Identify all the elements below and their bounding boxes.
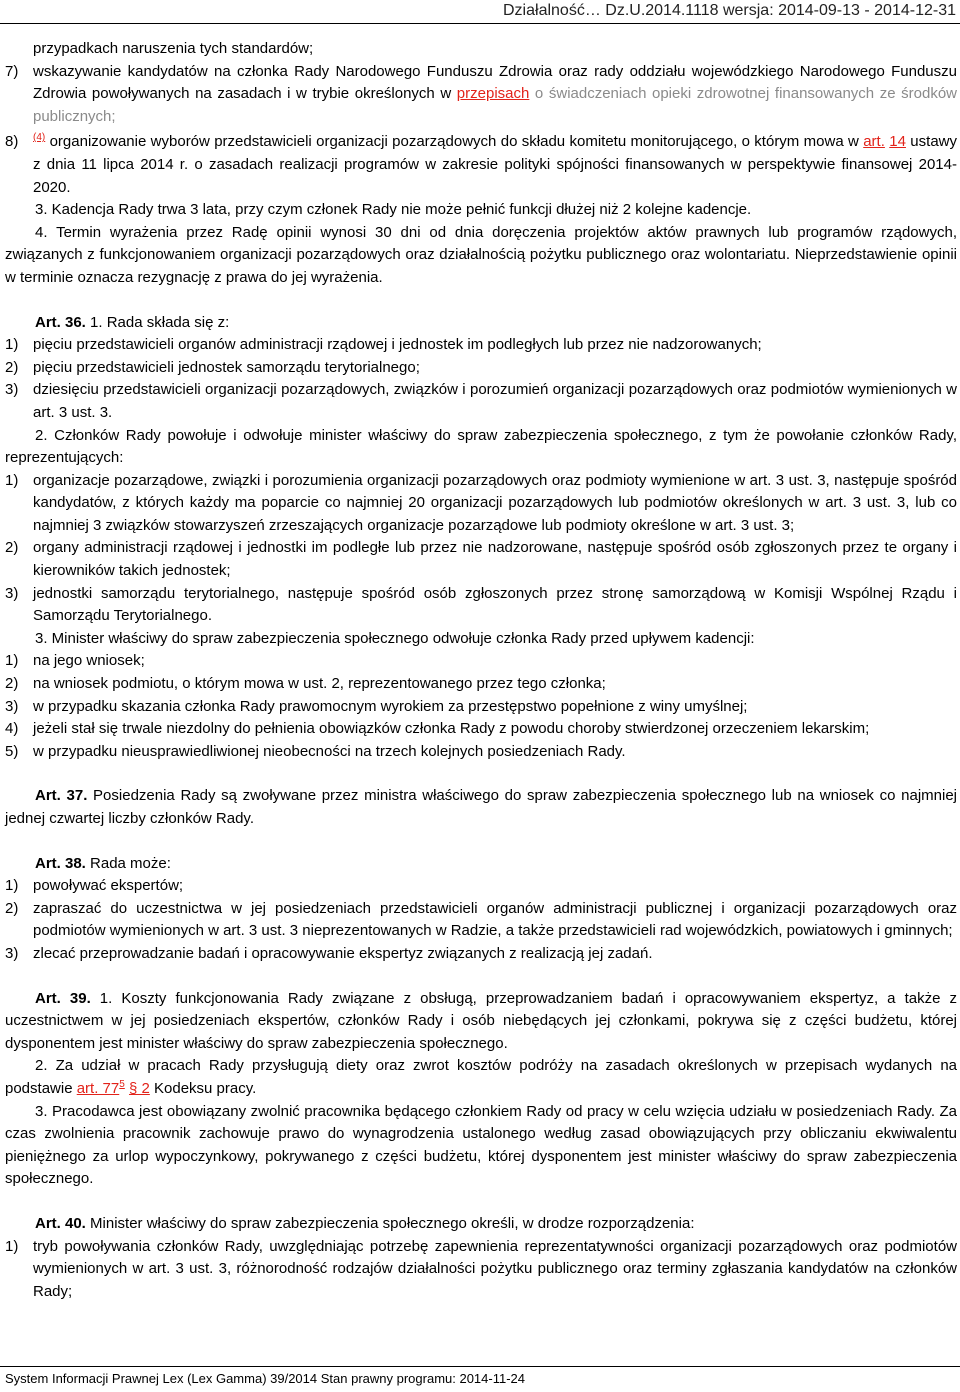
article-label: Art. 36. bbox=[35, 313, 86, 331]
footnote-4-link[interactable]: (4) bbox=[33, 132, 46, 144]
article-38: Art. 38. Rada może: bbox=[35, 854, 171, 872]
article-36: Art. 36. 1. Rada składa się z: bbox=[35, 313, 230, 331]
article-36-ustep-2: 2. Członków Rady powołuje i odwołuje minister właściwy do spraw zabezpieczenia społecznego, z tym że powołanie członków Rady, reprezentujących: bbox=[5, 426, 957, 467]
article-36-ustep-3: 3. Minister właściwy do spraw zabezpieczenia społecznego odwołuje członka Rady przed upływem kadencji: bbox=[35, 629, 755, 647]
footer-divider bbox=[0, 1366, 960, 1367]
article-37: Art. 37. Posiedzenia Rady są zwoływane przez ministra właściwego do spraw zabezpieczenia społecznego lub na wniosek co najmniej jednej czwartej liczby członków Rady. bbox=[5, 787, 957, 827]
point-8 bbox=[5, 131, 957, 199]
header-divider bbox=[0, 23, 960, 24]
list-item: 4) jeżeli stał się trwale niezdolny do pełnienia obowiązków członka Rady z powodu choroby stwierdzonej orzeczeniem lekarskim; bbox=[5, 720, 870, 738]
list-item: 1) na jego wniosek; bbox=[5, 652, 145, 670]
article-39-ustep-2: 2. Za udział w pracach Rady przysługują diety oraz zwrot kosztów podróży na zasadach określonych w przepisach wydanych na podstawie art. $77^5$ § 2 Kodeksu pracy. bbox=[5, 1057, 957, 1097]
ustep-4: 4. Termin wyrażenia przez Radę opinii wynosi 30 dni od dnia doręczenia projektów aktów prawnych lub programów rządowych, związanych z funkcjonowaniem organizacji pozarządowych oraz działalnością pożytku publicznego oraz wolontariatu. Nieprzedstawienie opinii w terminie oznacza rezygnację z prawa do jej wyrażenia. bbox=[5, 223, 957, 286]
point-text: organizowanie wyborów przedstawicieli organizacji pozarządowych do składu komitetu monitorującego, o którym mowa w bbox=[45, 133, 864, 151]
point-text: wskazywanie kandydatów na członka Rady Narodowego Funduszu Zdrowia oraz rady oddziału wojewódzkiego Narodowego Funduszu Zdrowia powoływanych na zasadach i w trybie określonych w bbox=[33, 62, 957, 103]
article-40: Art. 40. Minister właściwy do spraw zabezpieczenia społecznego określi, w drodze rozporządzenia: bbox=[35, 1214, 695, 1232]
list-item: 3) w przypadku skazania członka Rady prawomocnym wyrokiem za przestępstwo popełnione z winy umyślnej; bbox=[5, 697, 748, 715]
article-39: Art. 39. 1. Koszty funkcjonowania Rady związane z obsługą, przeprowadzaniem badań i opracowywaniem ekspertyz, a także z uczestnictwem w jej posiedzeniach ekspertów, członków Rady i osób niebędących jej członkami, pokrywa się z części budżetu, której dysponentem jest minister właściwy do spraw zabezpieczenia społecznego. bbox=[5, 989, 957, 1052]
przepisach-link[interactable]: przepisach bbox=[456, 85, 530, 103]
article-label: Art. 37. bbox=[35, 787, 88, 805]
point-text-grey: o świadczeniach opieki zdrowotnej finansowanych ze środków publicznych; bbox=[33, 85, 957, 125]
document-body bbox=[5, 38, 957, 1303]
article-39-ustep-3: 3. Pracodawca jest obowiązany zwolnić pracownika będącego członkiem Rady od pracy w celu wzięcia udziału w posiedzeniach Rady. Za czas zwolnienia pracownik zachowuje prawo do wynagrodzenia ustalonego według zasad obowiązujących przy obliczaniu ekwiwalentu pieniężnego za urlop wypoczynkowy, pokrywanego z części budżetu, której dysponentem jest minister właściwy do spraw zabezpieczenia społecznego. bbox=[5, 1102, 957, 1188]
list-item: 2) organy administracji rządowej i jednostki im podległe lub przez nie nadzorowane, następuje spośród osób zgłoszonych przez te organy i kierowników takich jednostek; bbox=[5, 539, 957, 580]
list-item: 3) dziesięciu przedstawicieli organizacji pozarządowych, związków i porozumień organizacji pozarządowych oraz podmiotów wymienionych w art. 3 ust. 3. bbox=[5, 381, 957, 421]
list-item: 3) zlecać przeprowadzanie badań i opracowywanie ekspertyz związanych z realizacją jej zadań. bbox=[5, 944, 653, 962]
list-item: 1) pięciu przedstawicieli organów administracji rządowej i jednostek im podległych lub przez nie nadzorowanych; bbox=[5, 336, 762, 354]
art-77-superscript[interactable]: 5 bbox=[119, 1078, 125, 1090]
list-item: 2) na wniosek podmiotu, o którym mowa w ust. 2, reprezentowanego przez tego członka; bbox=[5, 675, 606, 693]
article-label: Art. 38. bbox=[35, 854, 86, 872]
point-number: 8) bbox=[5, 133, 19, 151]
list-item: 1) powoływać ekspertów; bbox=[5, 877, 184, 895]
point-number: 7) bbox=[5, 62, 19, 80]
article-label: Art. 39. bbox=[35, 989, 91, 1007]
list-item: 5) w przypadku nieusprawiedliwionej nieobecności na trzech kolejnych posiedzeniach Rady. bbox=[5, 742, 626, 760]
list-item: 2) zapraszać do uczestnictwa w jej posiedzeniach przedstawicieli organów administracji publicznej i organizacji pozarządowych oraz podmiotów wymienionych w art. 3 ust. 3 nieprezentowanych w Radzie, a także przedstawicieli rad wojewódzkich, powiatowych i gminnych; bbox=[5, 899, 957, 940]
art-77-link[interactable]: art. 77 bbox=[76, 1079, 120, 1097]
art-link[interactable]: art. bbox=[863, 133, 885, 151]
article-label: Art. 40. bbox=[35, 1214, 86, 1232]
continuation-text: przypadkach naruszenia tych standardów; bbox=[33, 40, 314, 57]
point-text: ustawy z dnia 11 lipca 2014 r. o zasadach realizacji programów w zakresie polityki spójności finansowanych w perspektywie finansowej 2014-2020. bbox=[33, 133, 957, 196]
document-header: Działalność… Dz.U.2014.1118 wersja: 2014-09-13 - 2014-12-31 bbox=[503, 2, 956, 19]
list-item: 1) organizacje pozarządowe, związki i porozumienia organizacji pozarządowych oraz podmioty wymienione w art. 3 ust. 3, następuje spośród kandydatów, z których każdy ma poparcie co najmniej 20 organizacji pozarządowych lub podmiotów określonych w art. 3 ust. 3, lub co najmniej 3 związków stowarzyszeń zrzeszających organizacje pozarządowe lub podmioty określone w art. 3 ust. 3; bbox=[5, 471, 957, 534]
document-footer: System Informacji Prawnej Lex (Lex Gamma) 39/2014 Stan prawny programu: 2014-11-24 bbox=[5, 1371, 526, 1386]
list-item: 2) pięciu przedstawicieli jednostek samorządu terytorialnego; bbox=[5, 358, 420, 376]
list-item: 1) tryb powoływania członków Rady, uwzględniając potrzebę zapewnienia reprezentatywności organizacji pozarządowych oraz podmiotów wymienionych w art. 3 ust. 3, różnorodność rodzajów działalności pożytku publicznego oraz terminy zgłaszania kandydatów na członków Rady; bbox=[5, 1237, 957, 1300]
list-item: 3) jednostki samorządu terytorialnego, następuje spośród osób zgłoszonych przez stronę samorządową w Komisji Wspólnej Rządu i Samorządu Terytorialnego. bbox=[5, 584, 957, 625]
point-7 bbox=[5, 61, 957, 129]
ustep-3: 3. Kadencja Rady trwa 3 lata, przy czym członek Rady nie może pełnić funkcji dłużej niż 2 kolejne kadencje. bbox=[35, 201, 752, 219]
paragraph-2-link[interactable]: § 2 bbox=[128, 1079, 150, 1097]
art-14-link[interactable]: 14 bbox=[889, 133, 906, 151]
